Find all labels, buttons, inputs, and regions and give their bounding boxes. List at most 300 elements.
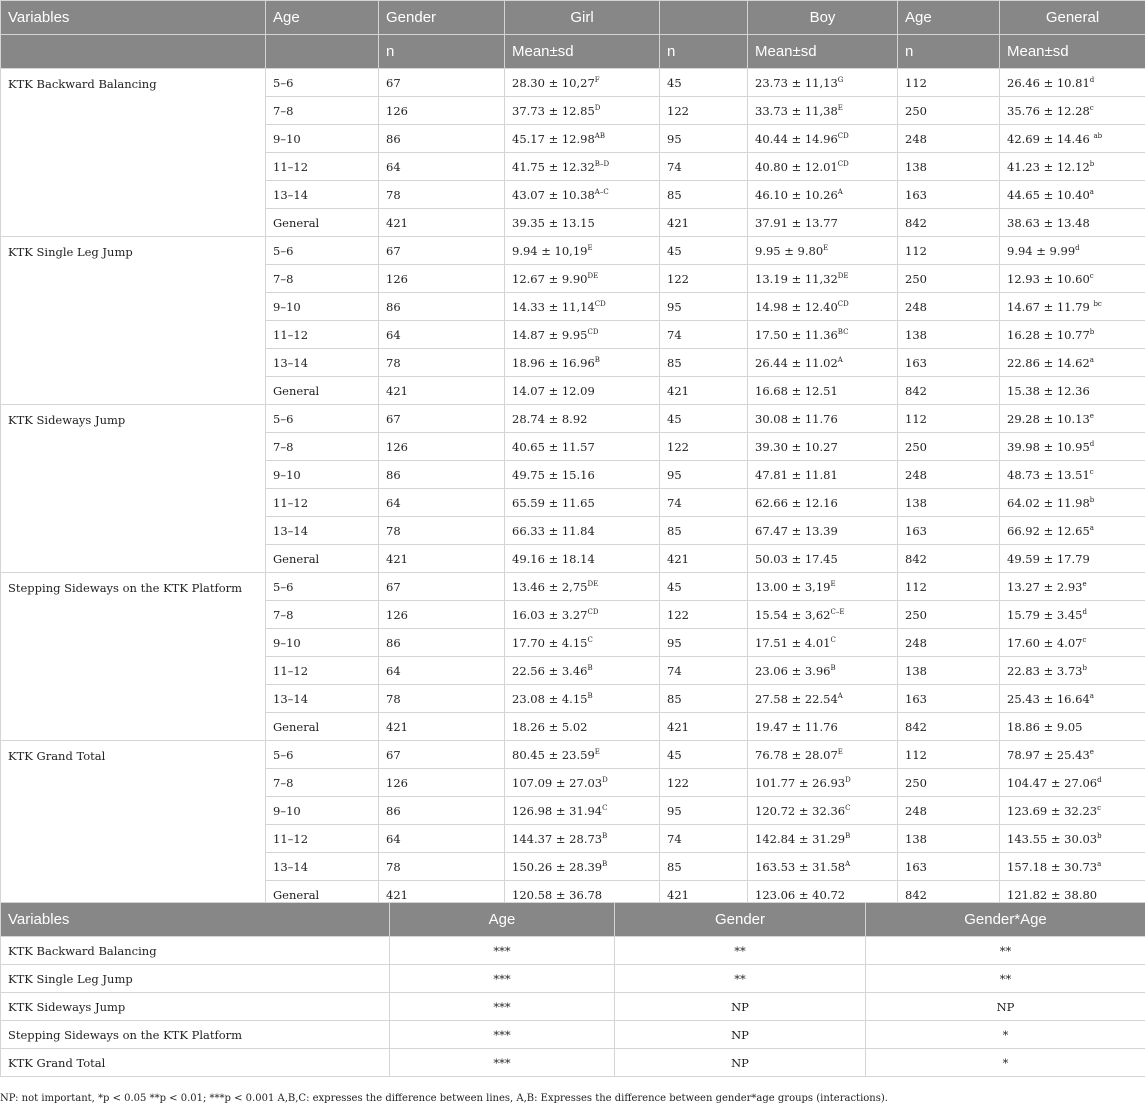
- general-mean-cell-value: 44.65 ± 10.40: [1007, 187, 1090, 202]
- significance-superscript: b: [1097, 831, 1102, 840]
- significance-superscript: b: [1089, 327, 1095, 336]
- age-cell-value: 9–10: [273, 467, 301, 482]
- general-mean-cell-value: 143.55 ± 30.03: [1007, 831, 1098, 846]
- significance-superscript: F: [594, 75, 600, 84]
- boy-mean-cell: [748, 125, 898, 153]
- girl-n-cell: [379, 741, 505, 769]
- general-mean-cell-value: 48.73 ± 13.51: [1007, 467, 1090, 482]
- col-subheader-boy-mean: Mean±sd: [748, 35, 898, 69]
- boy-mean-cell: [748, 349, 898, 377]
- general-n-cell: [898, 825, 1000, 853]
- boy-n-cell-value: 74: [667, 663, 682, 678]
- anova-gender-cell: **: [615, 965, 866, 993]
- general-n-cell-value: 248: [905, 803, 927, 818]
- significance-superscript: b: [1089, 159, 1095, 168]
- girl-mean-cell-value: 80.45 ± 23.59: [512, 747, 595, 762]
- general-n-cell-value: 250: [905, 775, 927, 790]
- age-cell: [266, 69, 379, 97]
- girl-mean-cell: [505, 153, 660, 181]
- significance-superscript: c: [1082, 635, 1087, 644]
- boy-n-cell-value: 45: [667, 411, 682, 426]
- boy-mean-cell: [748, 657, 898, 685]
- girl-mean-cell-value: 41.75 ± 12.32: [512, 159, 595, 174]
- significance-superscript: D: [594, 103, 601, 112]
- age-cell: [266, 321, 379, 349]
- girl-n-cell: [379, 181, 505, 209]
- girl-mean-cell-value: 28.30 ± 10,27: [512, 75, 595, 90]
- descriptive-stats-body: [1, 69, 1145, 909]
- significance-superscript: d: [1082, 607, 1087, 616]
- general-mean-cell-value: 18.86 ± 9.05: [1007, 719, 1083, 734]
- girl-n-cell: [379, 853, 505, 881]
- general-n-cell: [898, 237, 1000, 265]
- boy-mean-cell: [748, 797, 898, 825]
- girl-mean-cell: [505, 321, 660, 349]
- general-mean-cell: [1000, 433, 1145, 461]
- general-n-cell-value: 163: [905, 523, 927, 538]
- girl-mean-cell: [505, 209, 660, 237]
- general-n-cell: [898, 769, 1000, 797]
- significance-superscript: c: [1089, 271, 1094, 280]
- girl-n-cell-value: 86: [386, 299, 401, 314]
- general-n-cell-value: 842: [905, 551, 927, 566]
- boy-n-cell: [660, 601, 748, 629]
- general-n-cell-value: 250: [905, 439, 927, 454]
- boy-n-cell: [660, 629, 748, 657]
- boy-mean-cell: [748, 853, 898, 881]
- general-n-cell-value: 842: [905, 719, 927, 734]
- girl-mean-cell-value: 37.73 ± 12.85: [512, 103, 595, 118]
- general-n-cell: [898, 657, 1000, 685]
- girl-n-cell-value: 67: [386, 579, 401, 594]
- girl-n-cell-value: 67: [386, 243, 401, 258]
- anova-row: [1, 1049, 1145, 1077]
- girl-n-cell: [379, 349, 505, 377]
- boy-n-cell: [660, 237, 748, 265]
- boy-n-cell: [660, 69, 748, 97]
- girl-mean-cell-value: 66.33 ± 11.84: [512, 523, 595, 538]
- general-mean-cell: [1000, 461, 1145, 489]
- general-n-cell: [898, 433, 1000, 461]
- general-n-cell: [898, 461, 1000, 489]
- general-mean-cell-value: 157.18 ± 30.73: [1007, 859, 1098, 874]
- girl-n-cell-value: 64: [386, 831, 401, 846]
- girl-mean-cell: [505, 405, 660, 433]
- general-mean-cell-value: 22.86 ± 14.62: [1007, 355, 1090, 370]
- age-cell-value: 5–6: [273, 411, 294, 426]
- boy-mean-cell: [748, 153, 898, 181]
- age-cell: [266, 601, 379, 629]
- general-n-cell-value: 112: [905, 75, 927, 90]
- anova-age-cell: ***: [390, 1049, 615, 1077]
- boy-n-cell-value: 85: [667, 523, 682, 538]
- age-cell-value: 9–10: [273, 635, 301, 650]
- girl-mean-cell-value: 39.35 ± 13.15: [512, 215, 595, 230]
- significance-superscript: e: [1082, 579, 1087, 588]
- general-mean-cell: [1000, 125, 1145, 153]
- age-cell: [266, 265, 379, 293]
- girl-mean-cell: [505, 97, 660, 125]
- variable-name-cell: KTK Grand Total: [1, 741, 266, 909]
- general-n-cell-value: 248: [905, 131, 927, 146]
- boy-mean-cell-value: 27.58 ± 22.54: [755, 691, 838, 706]
- age-cell-value: 9–10: [273, 131, 301, 146]
- girl-n-cell-value: 64: [386, 159, 401, 174]
- significance-superscript: C: [845, 803, 851, 812]
- significance-superscript: DE: [837, 271, 849, 280]
- significance-superscript: a: [1089, 691, 1094, 700]
- general-mean-cell: [1000, 293, 1145, 321]
- anova-age-cell: ***: [390, 965, 615, 993]
- age-cell: [266, 517, 379, 545]
- col-header-variables: Variables: [1, 1, 266, 35]
- boy-n-cell: [660, 321, 748, 349]
- significance-superscript: DE: [587, 271, 599, 280]
- anova-gender-cell: NP: [615, 1049, 866, 1077]
- boy-mean-cell-value: 37.91 ± 13.77: [755, 215, 838, 230]
- general-mean-cell-value: 17.60 ± 4.07: [1007, 635, 1083, 650]
- general-mean-cell: [1000, 69, 1145, 97]
- girl-n-cell: [379, 97, 505, 125]
- boy-n-cell: [660, 125, 748, 153]
- anova-gender-age-cell: **: [866, 937, 1145, 965]
- anova-header-row: [1, 903, 1145, 937]
- general-n-cell-value: 112: [905, 243, 927, 258]
- age-cell-value: General: [273, 719, 320, 734]
- boy-mean-cell: [748, 685, 898, 713]
- boy-mean-cell-value: 15.54 ± 3,62: [755, 607, 831, 622]
- general-mean-cell: [1000, 573, 1145, 601]
- anova-row: [1, 1021, 1145, 1049]
- significance-superscript: CD: [594, 299, 606, 308]
- age-cell-value: 9–10: [273, 803, 301, 818]
- boy-mean-cell: [748, 825, 898, 853]
- boy-mean-cell-value: 76.78 ± 28.07: [755, 747, 838, 762]
- age-cell-value: General: [273, 887, 320, 902]
- variable-name-cell: Stepping Sideways on the KTK Platform: [1, 573, 266, 741]
- boy-mean-cell: [748, 573, 898, 601]
- girl-n-cell: [379, 265, 505, 293]
- general-n-cell-value: 138: [905, 495, 927, 510]
- general-mean-cell: [1000, 349, 1145, 377]
- age-cell-value: General: [273, 551, 320, 566]
- table-row: [1, 405, 1145, 433]
- general-n-cell: [898, 125, 1000, 153]
- significance-superscript: E: [837, 747, 843, 756]
- boy-n-cell-value: 421: [667, 383, 689, 398]
- age-cell: [266, 209, 379, 237]
- boy-n-cell: [660, 489, 748, 517]
- girl-mean-cell-value: 45.17 ± 12.98: [512, 131, 595, 146]
- col-subheader-girl-n: n: [379, 35, 505, 69]
- age-cell-value: 7–8: [273, 439, 294, 454]
- boy-n-cell: [660, 433, 748, 461]
- general-mean-cell: [1000, 405, 1145, 433]
- boy-n-cell-value: 74: [667, 495, 682, 510]
- general-mean-cell: [1000, 713, 1145, 741]
- boy-n-cell-value: 122: [667, 103, 689, 118]
- anova-gender-cell: **: [615, 937, 866, 965]
- anova-table: [0, 902, 1145, 1077]
- boy-n-cell: [660, 349, 748, 377]
- general-mean-cell: [1000, 825, 1145, 853]
- col-subheader-general-n: n: [898, 35, 1000, 69]
- general-n-cell-value: 138: [905, 327, 927, 342]
- girl-n-cell: [379, 237, 505, 265]
- general-n-cell-value: 112: [905, 579, 927, 594]
- general-n-cell: [898, 321, 1000, 349]
- significance-superscript: E: [587, 243, 593, 252]
- boy-n-cell: [660, 405, 748, 433]
- boy-mean-cell-value: 120.72 ± 32.36: [755, 803, 846, 818]
- age-cell-value: 7–8: [273, 103, 294, 118]
- boy-mean-cell-value: 13.00 ± 3,19: [755, 579, 831, 594]
- general-n-cell-value: 138: [905, 159, 927, 174]
- boy-n-cell-value: 122: [667, 775, 689, 790]
- general-n-cell: [898, 181, 1000, 209]
- girl-n-cell-value: 64: [386, 663, 401, 678]
- age-cell-value: 7–8: [273, 607, 294, 622]
- significance-superscript: a: [1097, 859, 1102, 868]
- boy-mean-cell-value: 62.66 ± 12.16: [755, 495, 838, 510]
- general-mean-cell: [1000, 741, 1145, 769]
- age-cell-value: 13–14: [273, 355, 309, 370]
- girl-mean-cell-value: 126.98 ± 31.94: [512, 803, 603, 818]
- anova-header-gender-age: Gender*Age: [866, 903, 1145, 937]
- general-n-cell-value: 250: [905, 607, 927, 622]
- girl-n-cell-value: 126: [386, 271, 408, 286]
- significance-superscript: b: [1089, 495, 1095, 504]
- boy-n-cell: [660, 97, 748, 125]
- girl-mean-cell: [505, 349, 660, 377]
- general-n-cell-value: 248: [905, 299, 927, 314]
- boy-n-cell: [660, 461, 748, 489]
- boy-n-cell: [660, 685, 748, 713]
- boy-mean-cell: [748, 713, 898, 741]
- girl-mean-cell-value: 49.75 ± 15.16: [512, 467, 595, 482]
- general-mean-cell: [1000, 181, 1145, 209]
- general-mean-cell-value: 25.43 ± 16.64: [1007, 691, 1090, 706]
- general-mean-cell: [1000, 489, 1145, 517]
- significance-superscript: A: [837, 691, 843, 700]
- significance-superscript: d: [1089, 439, 1095, 448]
- general-n-cell-value: 163: [905, 691, 927, 706]
- variable-name-cell: KTK Backward Balancing: [1, 69, 266, 237]
- boy-n-cell-value: 122: [667, 271, 689, 286]
- significance-superscript: AB: [594, 131, 605, 140]
- general-mean-cell-value: 15.79 ± 3.45: [1007, 607, 1083, 622]
- age-cell: [266, 545, 379, 573]
- boy-mean-cell-value: 9.95 ± 9.80: [755, 243, 824, 258]
- age-cell-value: 11–12: [273, 831, 309, 846]
- header-row-1: [1, 1, 1145, 35]
- boy-mean-cell-value: 40.44 ± 14.96: [755, 131, 838, 146]
- boy-mean-cell: [748, 293, 898, 321]
- boy-n-cell: [660, 657, 748, 685]
- general-mean-cell-value: 38.63 ± 13.48: [1007, 215, 1090, 230]
- age-cell: [266, 741, 379, 769]
- boy-n-cell: [660, 769, 748, 797]
- general-mean-cell: [1000, 377, 1145, 405]
- girl-n-cell-value: 64: [386, 327, 401, 342]
- girl-n-cell: [379, 293, 505, 321]
- boy-mean-cell: [748, 433, 898, 461]
- boy-mean-cell-value: 50.03 ± 17.45: [755, 551, 838, 566]
- general-n-cell-value: 163: [905, 859, 927, 874]
- col-subheader-general-mean: Mean±sd: [1000, 35, 1145, 69]
- boy-n-cell-value: 85: [667, 355, 682, 370]
- general-mean-cell: [1000, 853, 1145, 881]
- anova-header-age: Age: [390, 903, 615, 937]
- boy-n-cell-value: 95: [667, 299, 682, 314]
- general-mean-cell: [1000, 601, 1145, 629]
- col-subheader-girl-mean: Mean±sd: [505, 35, 660, 69]
- significance-superscript: DE: [587, 579, 599, 588]
- girl-mean-cell-value: 14.87 ± 9.95: [512, 327, 588, 342]
- girl-mean-cell-value: 120.58 ± 36.78: [512, 887, 603, 902]
- age-cell: [266, 657, 379, 685]
- boy-mean-cell: [748, 209, 898, 237]
- boy-mean-cell-value: 19.47 ± 11.76: [755, 719, 838, 734]
- general-mean-cell-value: 42.69 ± 14.46: [1007, 131, 1094, 146]
- age-cell: [266, 349, 379, 377]
- girl-mean-cell: [505, 265, 660, 293]
- boy-n-cell: [660, 573, 748, 601]
- significance-superscript: D: [845, 775, 851, 784]
- col-subheader-blank-2: [266, 35, 379, 69]
- boy-n-cell: [660, 181, 748, 209]
- age-cell-value: 7–8: [273, 271, 294, 286]
- girl-n-cell-value: 126: [386, 439, 408, 454]
- age-cell-value: 5–6: [273, 243, 294, 258]
- girl-n-cell-value: 421: [386, 887, 408, 902]
- age-cell: [266, 433, 379, 461]
- col-header-empty: [660, 1, 748, 35]
- girl-n-cell: [379, 321, 505, 349]
- boy-mean-cell-value: 67.47 ± 13.39: [755, 523, 838, 538]
- age-cell-value: 13–14: [273, 859, 309, 874]
- boy-n-cell-value: 85: [667, 187, 682, 202]
- girl-mean-cell-value: 14.07 ± 12.09: [512, 383, 595, 398]
- boy-n-cell-value: 45: [667, 243, 682, 258]
- age-cell-value: 13–14: [273, 187, 309, 202]
- girl-n-cell-value: 126: [386, 103, 408, 118]
- general-n-cell: [898, 69, 1000, 97]
- age-cell: [266, 629, 379, 657]
- significance-superscript: b: [1082, 663, 1087, 672]
- general-mean-cell: [1000, 265, 1145, 293]
- age-cell: [266, 489, 379, 517]
- general-n-cell-value: 163: [905, 187, 927, 202]
- table-row: [1, 573, 1145, 601]
- general-mean-cell: [1000, 153, 1145, 181]
- anova-gender-cell: NP: [615, 993, 866, 1021]
- age-cell: [266, 181, 379, 209]
- significance-superscript: C–E: [830, 607, 845, 616]
- girl-mean-cell: [505, 545, 660, 573]
- significance-superscript: E: [823, 243, 829, 252]
- girl-n-cell-value: 421: [386, 215, 408, 230]
- general-mean-cell-value: 64.02 ± 11.98: [1007, 495, 1090, 510]
- general-n-cell: [898, 489, 1000, 517]
- girl-n-cell: [379, 629, 505, 657]
- boy-mean-cell-value: 142.84 ± 31.29: [755, 831, 846, 846]
- boy-mean-cell-value: 46.10 ± 10.26: [755, 187, 838, 202]
- significance-superscript: e: [1089, 747, 1094, 756]
- anova-header-variables: Variables: [1, 903, 390, 937]
- general-n-cell-value: 163: [905, 355, 927, 370]
- age-cell-value: 5–6: [273, 75, 294, 90]
- variable-name-cell: KTK Sideways Jump: [1, 405, 266, 573]
- col-header-age-2: Age: [898, 1, 1000, 35]
- general-n-cell: [898, 545, 1000, 573]
- significance-superscript: C: [602, 803, 608, 812]
- table-row: [1, 741, 1145, 769]
- girl-mean-cell: [505, 293, 660, 321]
- age-cell: [266, 713, 379, 741]
- age-cell: [266, 853, 379, 881]
- girl-mean-cell-value: 16.03 ± 3.27: [512, 607, 588, 622]
- general-mean-cell-value: 22.83 ± 3.73: [1007, 663, 1083, 678]
- girl-mean-cell: [505, 573, 660, 601]
- significance-superscript: E: [837, 103, 843, 112]
- girl-n-cell: [379, 825, 505, 853]
- girl-n-cell-value: 67: [386, 411, 401, 426]
- boy-n-cell-value: 95: [667, 131, 682, 146]
- boy-mean-cell: [748, 405, 898, 433]
- significance-superscript: d: [1075, 243, 1080, 252]
- age-cell-value: 5–6: [273, 579, 294, 594]
- boy-mean-cell: [748, 265, 898, 293]
- girl-mean-cell: [505, 377, 660, 405]
- girl-n-cell-value: 78: [386, 691, 401, 706]
- boy-n-cell-value: 421: [667, 719, 689, 734]
- girl-mean-cell: [505, 853, 660, 881]
- girl-n-cell: [379, 405, 505, 433]
- general-n-cell: [898, 377, 1000, 405]
- boy-n-cell-value: 45: [667, 747, 682, 762]
- general-mean-cell: [1000, 209, 1145, 237]
- general-mean-cell-value: 14.67 ± 11.79: [1007, 299, 1094, 314]
- significance-superscript: A–C: [594, 187, 609, 196]
- age-cell-value: 11–12: [273, 327, 309, 342]
- significance-superscript: E: [830, 579, 836, 588]
- general-n-cell-value: 248: [905, 635, 927, 650]
- girl-mean-cell-value: 18.96 ± 16.96: [512, 355, 595, 370]
- girl-mean-cell-value: 12.67 ± 9.90: [512, 271, 588, 286]
- age-cell: [266, 797, 379, 825]
- general-n-cell: [898, 573, 1000, 601]
- girl-n-cell-value: 86: [386, 131, 401, 146]
- age-cell: [266, 461, 379, 489]
- girl-mean-cell: [505, 741, 660, 769]
- general-n-cell: [898, 405, 1000, 433]
- girl-mean-cell-value: 14.33 ± 11,14: [512, 299, 595, 314]
- girl-n-cell: [379, 573, 505, 601]
- age-cell-value: 13–14: [273, 691, 309, 706]
- general-n-cell-value: 248: [905, 467, 927, 482]
- girl-mean-cell: [505, 685, 660, 713]
- girl-n-cell-value: 421: [386, 383, 408, 398]
- col-subheader-blank-1: [1, 35, 266, 69]
- age-cell-value: 11–12: [273, 663, 309, 678]
- significance-superscript: c: [1097, 803, 1102, 812]
- significance-superscript: CD: [587, 607, 599, 616]
- table-row: [1, 237, 1145, 265]
- girl-n-cell: [379, 713, 505, 741]
- anova-row: [1, 937, 1145, 965]
- col-header-age: Age: [266, 1, 379, 35]
